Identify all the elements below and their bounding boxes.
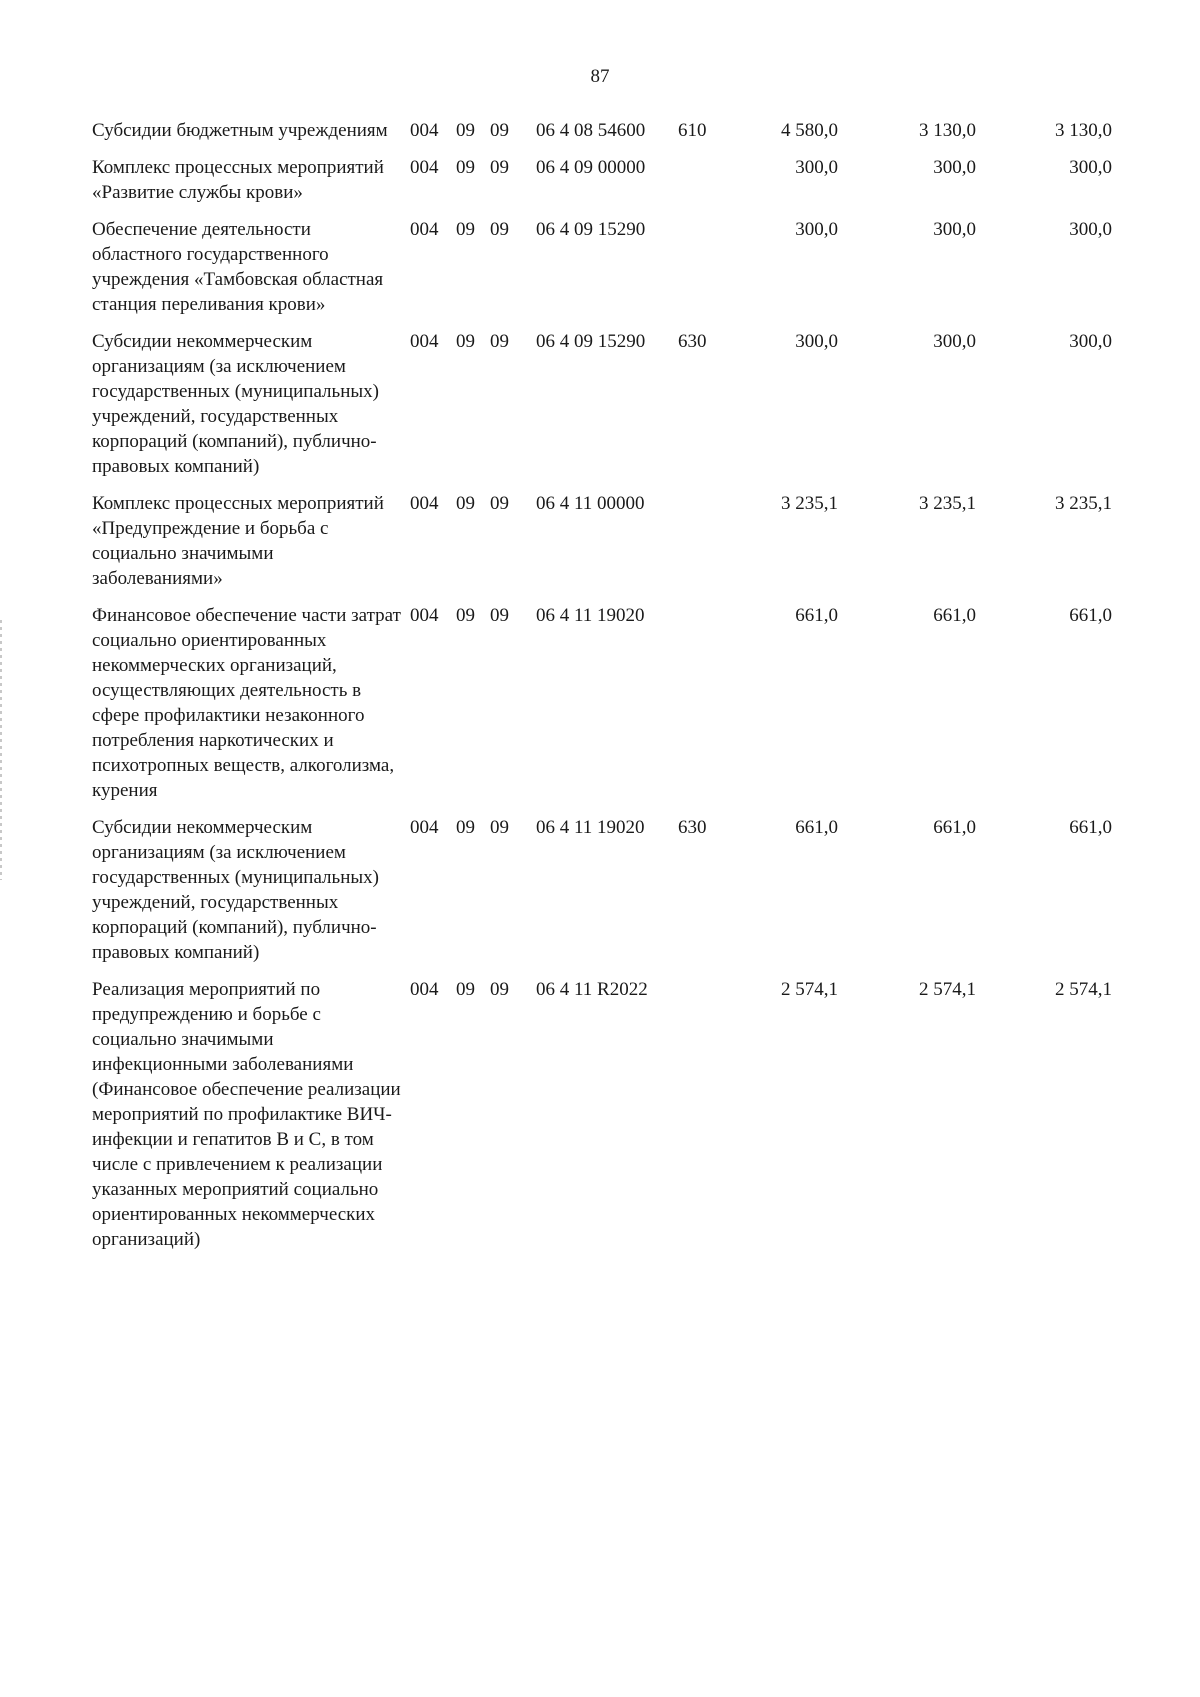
ministry-code: 004 — [410, 120, 439, 141]
section-code: 09 — [456, 219, 475, 240]
table-row — [92, 815, 1112, 977]
table-row — [92, 329, 1112, 491]
expense-type-code — [678, 491, 748, 603]
page-number: 87 — [590, 66, 610, 87]
expense-type-code — [678, 603, 748, 815]
target-article-code: 06 4 11 R2022 — [536, 979, 648, 1000]
row-name: Субсидии некоммерческим организациям (за исключением государственных (муниципальных) учреждений, государственных корпораций (компаний), публично-правовых компаний) — [92, 817, 379, 963]
subsection-code: 09 — [490, 157, 509, 178]
expense-type-code: 610 — [678, 120, 707, 141]
amount-year-2: 300,0 — [933, 157, 976, 178]
expense-type-code — [678, 217, 748, 329]
section-code: 09 — [456, 605, 475, 626]
row-name: Реализация мероприятий по предупреждению и борьбе с социально значимыми инфекционными заболеваниями (Финансовое обеспечение реализации мероприятий по профилактике ВИЧ-инфекции и гепатитов В и С, в том числе с привлечением к реализации указанных мероприятий социально ориентированных некоммерческих организаций) — [92, 979, 401, 1250]
amount-year-3: 2 574,1 — [1055, 979, 1112, 1000]
section-code: 09 — [456, 331, 475, 352]
amount-year-3: 661,0 — [1069, 605, 1112, 626]
amount-year-1: 661,0 — [795, 817, 838, 838]
subsection-code: 09 — [490, 979, 509, 1000]
section-code: 09 — [456, 493, 475, 514]
row-name: Обеспечение деятельности областного государственного учреждения «Тамбовская областная станция переливания крови» — [92, 219, 384, 315]
section-code: 09 — [456, 979, 475, 1000]
row-name: Комплекс процессных мероприятий «Развитие службы крови» — [92, 157, 384, 203]
amount-year-3: 661,0 — [1069, 817, 1112, 838]
amount-year-2: 3 130,0 — [919, 120, 976, 141]
amount-year-2: 661,0 — [933, 605, 976, 626]
amount-year-1: 300,0 — [795, 219, 838, 240]
row-name: Субсидии некоммерческим организациям (за исключением государственных (муниципальных) учреждений, государственных корпораций (компаний), публично-правовых компаний) — [92, 331, 379, 477]
subsection-code: 09 — [490, 219, 509, 240]
target-article-code: 06 4 11 00000 — [536, 493, 645, 514]
ministry-code: 004 — [410, 979, 439, 1000]
table-row — [92, 491, 1112, 603]
expense-type-code: 630 — [678, 817, 707, 838]
subsection-code: 09 — [490, 817, 509, 838]
row-name: Комплекс процессных мероприятий «Предупреждение и борьба с социально значимыми заболеваниями» — [92, 493, 384, 589]
ministry-code: 004 — [410, 219, 439, 240]
expense-type-code: 630 — [678, 331, 707, 352]
target-article-code: 06 4 11 19020 — [536, 817, 645, 838]
ministry-code: 004 — [410, 331, 439, 352]
amount-year-1: 300,0 — [795, 331, 838, 352]
subsection-code: 09 — [490, 331, 509, 352]
amount-year-3: 300,0 — [1069, 157, 1112, 178]
amount-year-1: 2 574,1 — [781, 979, 838, 1000]
subsection-code: 09 — [490, 493, 509, 514]
section-code: 09 — [456, 817, 475, 838]
amount-year-1: 3 235,1 — [781, 493, 838, 514]
amount-year-2: 3 235,1 — [919, 493, 976, 514]
scan-edge-artifact — [0, 620, 2, 880]
amount-year-3: 3 130,0 — [1055, 120, 1112, 141]
table-row — [92, 977, 1112, 1264]
subsection-code: 09 — [490, 605, 509, 626]
amount-year-2: 300,0 — [933, 219, 976, 240]
amount-year-1: 661,0 — [795, 605, 838, 626]
amount-year-3: 300,0 — [1069, 219, 1112, 240]
table-row — [92, 155, 1112, 217]
section-code: 09 — [456, 157, 475, 178]
table-row — [92, 603, 1112, 815]
row-name: Субсидии бюджетным учреждениям — [92, 120, 388, 141]
amount-year-3: 300,0 — [1069, 331, 1112, 352]
section-code: 09 — [456, 120, 475, 141]
table-row — [92, 217, 1112, 329]
ministry-code: 004 — [410, 157, 439, 178]
row-name: Финансовое обеспечение части затрат социально ориентированных некоммерческих организаций, осуществляющих деятельность в сфере профилактики незаконного потребления наркотических и психотропных веществ, алкоголизма, курения — [92, 605, 401, 801]
amount-year-2: 300,0 — [933, 331, 976, 352]
target-article-code: 06 4 08 54600 — [536, 120, 646, 141]
amount-year-1: 300,0 — [795, 157, 838, 178]
target-article-code: 06 4 11 19020 — [536, 605, 645, 626]
expense-type-code — [678, 977, 748, 1264]
ministry-code: 004 — [410, 605, 439, 626]
table-row — [92, 118, 1112, 155]
target-article-code: 06 4 09 15290 — [536, 219, 646, 240]
ministry-code: 004 — [410, 817, 439, 838]
ministry-code: 004 — [410, 493, 439, 514]
amount-year-3: 3 235,1 — [1055, 493, 1112, 514]
amount-year-2: 661,0 — [933, 817, 976, 838]
amount-year-1: 4 580,0 — [781, 120, 838, 141]
amount-year-2: 2 574,1 — [919, 979, 976, 1000]
budget-table — [92, 118, 1112, 1264]
expense-type-code — [678, 155, 748, 217]
target-article-code: 06 4 09 00000 — [536, 157, 646, 178]
target-article-code: 06 4 09 15290 — [536, 331, 646, 352]
subsection-code: 09 — [490, 120, 509, 141]
